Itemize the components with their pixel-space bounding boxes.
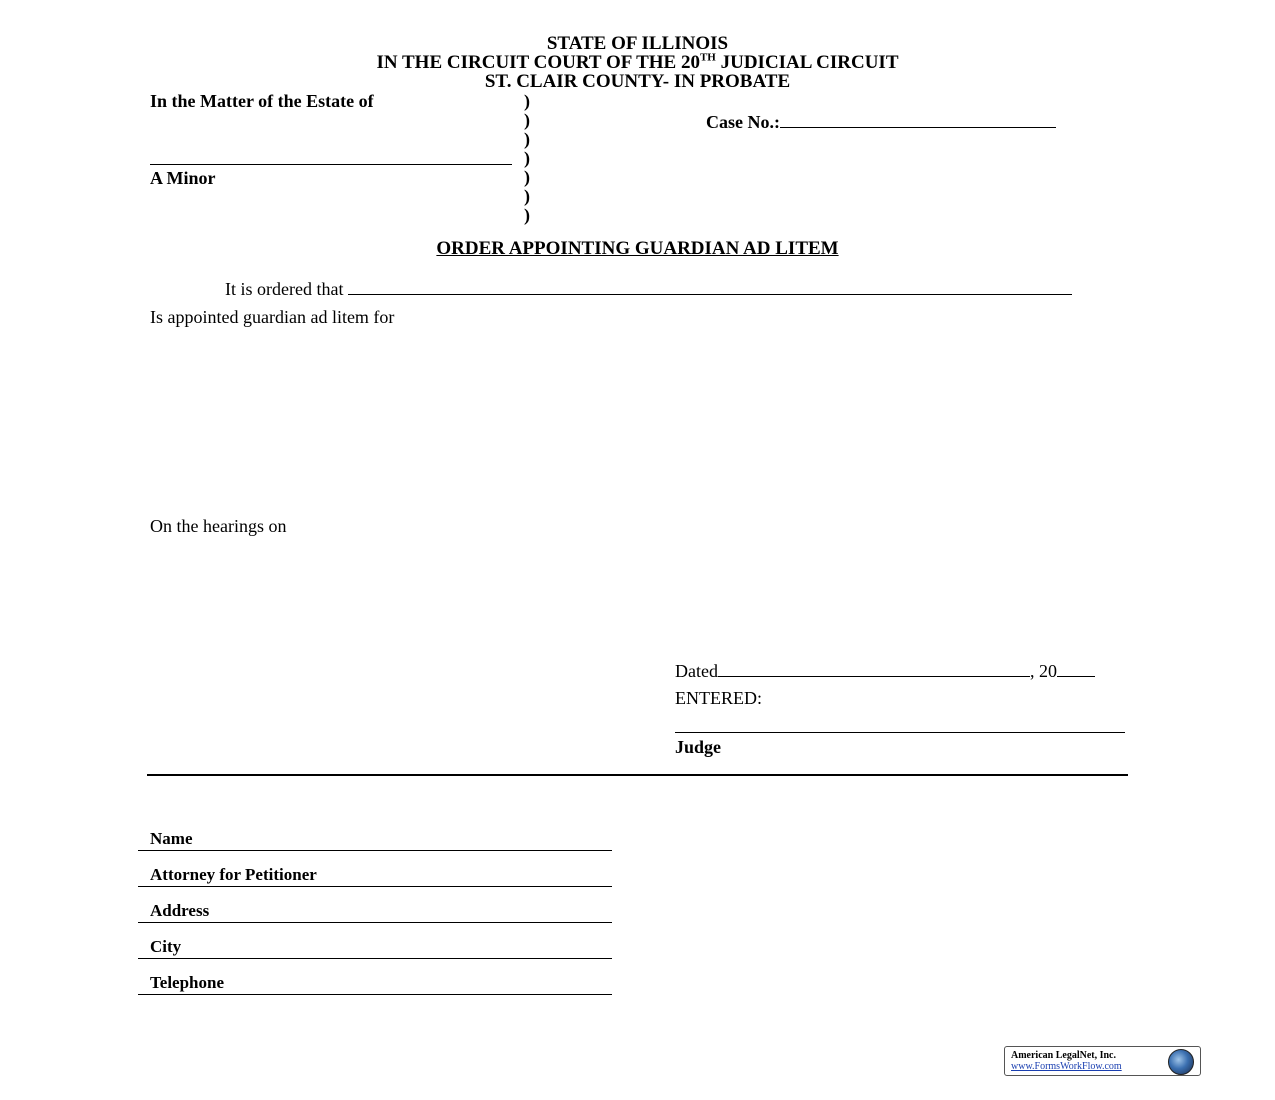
address-label: Address xyxy=(150,901,210,920)
circuit-text-a: IN THE CIRCUIT COURT OF THE 20 xyxy=(376,52,700,73)
attorney-for-label: Attorney for Petitioner xyxy=(150,865,317,884)
attorney-for-petitioner-field[interactable] xyxy=(138,866,612,887)
case-number-label: Case No.: xyxy=(706,112,780,132)
publisher-logo[interactable] xyxy=(1004,1046,1201,1076)
caption-paren: ) xyxy=(524,205,530,225)
estate-of-label: In the Matter of the Estate of xyxy=(150,91,374,111)
court-header-circuit xyxy=(0,53,1275,72)
attorney-name-field[interactable] xyxy=(138,830,612,851)
caption-paren: ) xyxy=(524,148,530,168)
a-minor-label: A Minor xyxy=(150,168,216,188)
guardian-name-line[interactable] xyxy=(348,278,1072,295)
dated-label: Dated xyxy=(675,661,718,681)
attorney-city-field[interactable] xyxy=(138,938,612,959)
court-header-county: ST. CLAIR COUNTY- IN PROBATE xyxy=(484,71,791,92)
city-label: City xyxy=(150,937,182,956)
caption-paren: ) xyxy=(524,186,530,206)
judge-signature-line[interactable] xyxy=(675,732,1125,733)
circuit-text-b: JUDICIAL CIRCUIT xyxy=(715,52,899,73)
attorney-name-label: Name xyxy=(150,829,193,848)
circuit-superscript: TH xyxy=(699,51,716,64)
case-number-line[interactable] xyxy=(780,111,1056,128)
date-line[interactable] xyxy=(718,660,1030,677)
case-number-field xyxy=(706,111,1056,132)
attorney-telephone-field[interactable] xyxy=(138,974,612,995)
caption-paren: ) xyxy=(524,91,530,111)
year-prefix: , 20 xyxy=(1029,661,1057,681)
publisher-name: American LegalNet, Inc. xyxy=(1011,1050,1116,1061)
entered-label: ENTERED: xyxy=(675,688,762,708)
minor-name-line[interactable] xyxy=(150,164,512,165)
publisher-url[interactable]: www.FormsWorkFlow.com xyxy=(1011,1061,1122,1072)
caption-paren: ) xyxy=(524,129,530,149)
court-header-state: STATE OF ILLINOIS xyxy=(546,33,729,54)
order-title: ORDER APPOINTING GUARDIAN AD LITEM xyxy=(436,238,839,259)
attorney-address-field[interactable] xyxy=(138,902,612,923)
section-divider xyxy=(147,774,1128,776)
ordered-that-row xyxy=(225,278,1072,299)
caption-paren: ) xyxy=(524,110,530,130)
hearings-on-label: On the hearings on xyxy=(150,516,287,536)
year-line[interactable] xyxy=(1057,660,1095,677)
telephone-label: Telephone xyxy=(150,973,225,992)
judge-label: Judge xyxy=(675,737,722,757)
ordered-that-label: It is ordered that xyxy=(225,279,344,299)
caption-paren: ) xyxy=(524,167,530,187)
dated-row xyxy=(675,660,1095,681)
globe-icon xyxy=(1168,1049,1194,1075)
appointed-for-label: Is appointed guardian ad litem for xyxy=(150,307,395,327)
